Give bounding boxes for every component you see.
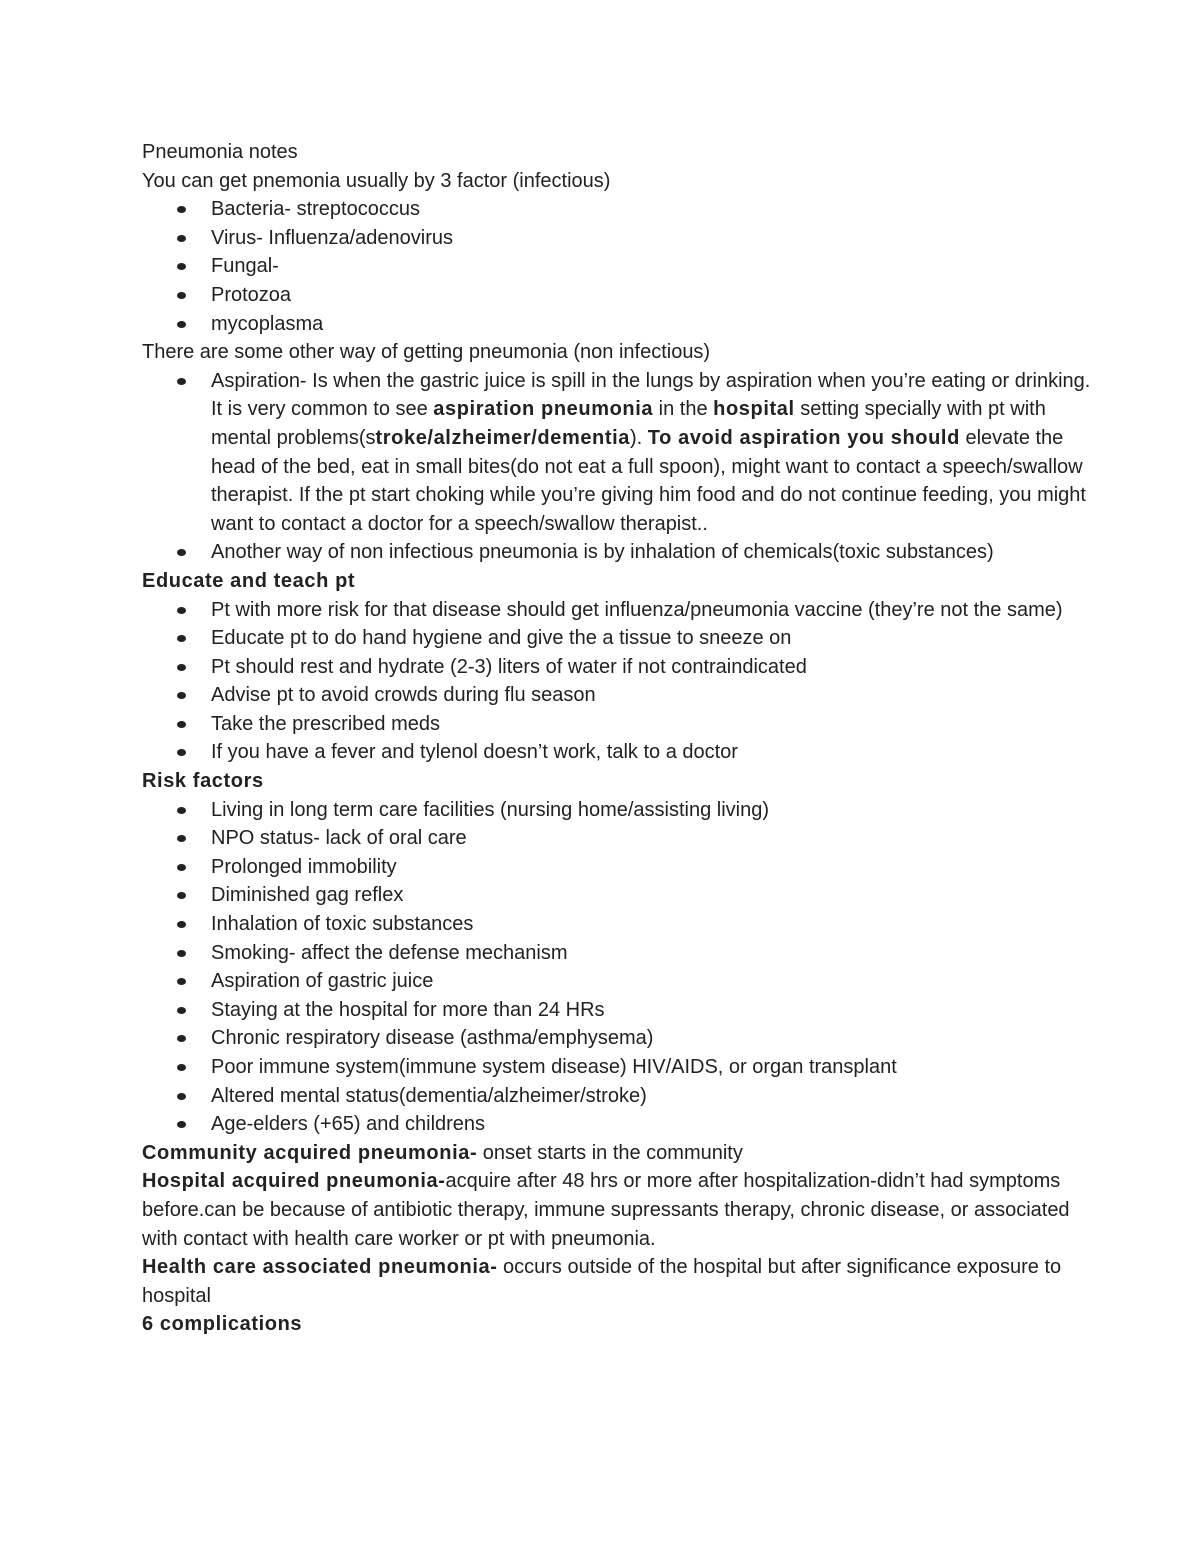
bullet-icon xyxy=(177,692,186,699)
list-item: Poor immune system(immune system disease) HIV/AIDS, or organ transplant xyxy=(211,1053,1100,1082)
bullet-icon xyxy=(177,950,186,957)
bullet-icon xyxy=(177,1007,186,1014)
bullet-icon xyxy=(177,749,186,756)
educate-heading: Educate and teach pt xyxy=(142,569,356,592)
bullet-icon xyxy=(177,263,186,270)
risk-heading: Risk factors xyxy=(142,770,264,793)
list-item: Smoking- affect the defense mechanism xyxy=(211,939,1100,968)
list-item: Prolonged immobility xyxy=(211,853,1100,882)
bullet-icon xyxy=(177,921,186,928)
list-item: Aspiration of gastric juice xyxy=(211,967,1100,996)
infectious-causes-list xyxy=(142,195,1100,338)
bullet-icon xyxy=(177,292,186,299)
list-item: Age-elders (+65) and childrens xyxy=(211,1110,1100,1139)
doc-title: Pneumonia notes xyxy=(142,141,298,163)
list-item: Virus- Influenza/adenovirus xyxy=(211,224,1100,253)
list-item: Inhalation of toxic substances xyxy=(211,910,1100,939)
list-item: Pt should rest and hydrate (2-3) liters of water if not contraindicated xyxy=(211,653,1100,682)
bullet-icon xyxy=(177,892,186,899)
list-item: Staying at the hospital for more than 24 HRs xyxy=(211,996,1100,1025)
non-infectious-list xyxy=(142,367,1100,567)
bullet-icon xyxy=(177,635,186,642)
list-item: Living in long term care facilities (nursing home/assisting living) xyxy=(211,796,1100,825)
list-item: Fungal- xyxy=(211,252,1100,281)
inhalation-item: Another way of non infectious pneumonia is by inhalation of chemicals(toxic substances) xyxy=(211,538,1100,567)
educate-list xyxy=(142,596,1100,768)
intro-line: You can get pnemonia usually by 3 factor (infectious) xyxy=(142,169,611,192)
list-item: Bacteria- streptococcus xyxy=(211,195,1100,224)
community-acquired-line: Community acquired pneumonia- onset starts in the community xyxy=(142,1141,743,1164)
list-item: NPO status- lack of oral care xyxy=(211,824,1100,853)
bullet-icon xyxy=(177,378,186,385)
bullet-icon xyxy=(177,664,186,671)
bullet-icon xyxy=(177,1064,186,1071)
bullet-icon xyxy=(177,549,186,556)
healthcare-associated-paragraph: Health care associated pneumonia- occurs outside of the hospital but after significance exposure to hospital xyxy=(142,1256,1062,1307)
list-item: Chronic respiratory disease (asthma/emphysema) xyxy=(211,1024,1100,1053)
list-item: Diminished gag reflex xyxy=(211,881,1100,910)
list-item: If you have a fever and tylenol doesn’t work, talk to a doctor xyxy=(211,738,1100,767)
list-item: Take the prescribed meds xyxy=(211,710,1100,739)
risk-factors-list xyxy=(142,796,1100,1139)
list-item: Educate pt to do hand hygiene and give the a tissue to sneeze on xyxy=(211,624,1100,653)
bullet-icon xyxy=(177,235,186,242)
hospital-acquired-paragraph: Hospital acquired pneumonia-acquire after 48 hrs or more after hospitalization-didn’t had symptoms before.can be because of antibiotic therapy, immune supressants therapy, chronic disease, or associated with contact with health care worker or pt with pneumonia. xyxy=(142,1170,1070,1250)
bullet-icon xyxy=(177,1121,186,1128)
complications-heading: 6 complications xyxy=(142,1313,303,1336)
bullet-icon xyxy=(177,321,186,328)
list-item: Altered mental status(dementia/alzheimer/stroke) xyxy=(211,1082,1100,1111)
list-item: Advise pt to avoid crowds during flu season xyxy=(211,681,1100,710)
list-item: Protozoa xyxy=(211,281,1100,310)
bullet-icon xyxy=(177,721,186,728)
bullet-icon xyxy=(177,835,186,842)
list-item: Pt with more risk for that disease should get influenza/pneumonia vaccine (they’re not the same) xyxy=(211,596,1100,625)
aspiration-item: Aspiration- Is when the gastric juice is spill in the lungs by aspiration when you’re eating or drinking. It is very common to see aspiration pneumonia in the hospital setting specially with pt with mental problems(stroke/alzheimer/dementia). To avoid aspiration you should elevate the head of the bed, eat in small bites(do not eat a full spoon), might want to contact a speech/swallow therapist. If the pt start choking while you’re giving him food and do not continue feeding, you might want to contact a doctor for a speech/swallow therapist.. xyxy=(211,367,1100,539)
non-infectious-intro: There are some other way of getting pneumonia (non infectious) xyxy=(142,341,711,364)
list-item: mycoplasma xyxy=(211,310,1100,339)
bullet-icon xyxy=(177,978,186,985)
bullet-icon xyxy=(177,1035,186,1042)
bullet-icon xyxy=(177,206,186,213)
bullet-icon xyxy=(177,1093,186,1100)
bullet-icon xyxy=(177,864,186,871)
bullet-icon xyxy=(177,607,186,614)
bullet-icon xyxy=(177,807,186,814)
